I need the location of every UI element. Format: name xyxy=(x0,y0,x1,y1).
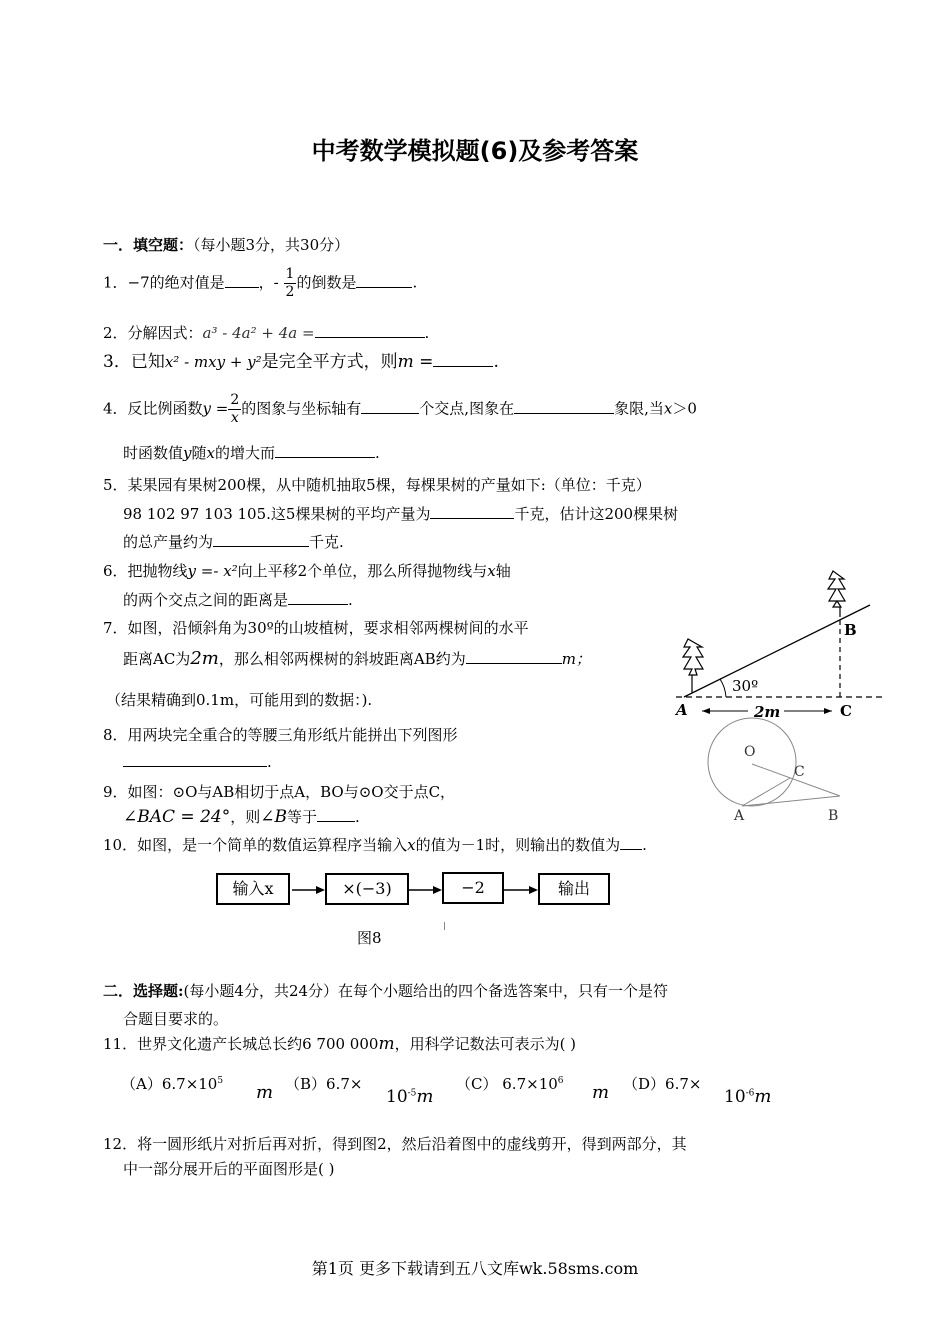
answer-blank[interactable] xyxy=(514,399,614,414)
label-distance: 2m xyxy=(754,703,781,721)
question-8: 8．用两块完全重合的等腰三角形纸片能拼出下列图形 xyxy=(103,726,458,744)
answer-blank[interactable] xyxy=(433,352,493,367)
question-9: 9．如图：⊙O与AB相切于点A，BO与⊙O交于点C， xyxy=(103,783,456,801)
q3-text-b: 是完全平方式，则 xyxy=(261,352,398,372)
answer-blank[interactable] xyxy=(430,504,514,519)
label-A: A xyxy=(734,808,745,824)
question-5-line3: 的总产量约为 千克. xyxy=(123,533,344,551)
question-6: 6．把抛物线y =- x²向上平移2个单位，那么所得抛物线与x轴 xyxy=(103,562,511,580)
section2-title: 二．选择题: xyxy=(103,982,184,1000)
section1-heading xyxy=(103,234,349,255)
slope-line xyxy=(684,605,870,697)
answer-blank[interactable] xyxy=(466,649,562,664)
label-C: C xyxy=(840,702,852,720)
option-b[interactable]: （B）6.7× xyxy=(285,1075,363,1093)
angle-bac: ∠BAC = 24° xyxy=(123,807,231,827)
option-d-power: $10^{-6}m$ xyxy=(724,1086,772,1107)
question-6-line2: 的两个交点之间的距离是 . xyxy=(123,591,353,609)
question-11: 11．世界文化遗产长城总长约6 700 000m，用科学记数法可表示为( ) xyxy=(103,1034,577,1054)
answer-blank[interactable] xyxy=(356,273,412,288)
flow-input-box: 输入x xyxy=(216,873,290,905)
label-C: C xyxy=(794,764,805,780)
answer-blank[interactable] xyxy=(288,590,348,605)
circle-o xyxy=(708,718,796,806)
q1-text-b: ，- xyxy=(258,273,279,292)
answer-blank[interactable] xyxy=(275,443,375,458)
label-O: O xyxy=(744,744,756,760)
tree-icon xyxy=(828,571,845,617)
question-1: 1．−7的绝对值是 ，- $\frac{1}{2}$ 的倒数是 . xyxy=(103,266,418,300)
option-c-unit: m xyxy=(592,1082,610,1103)
q3-expression: x² - mxy + y² xyxy=(164,353,262,371)
circle-figure xyxy=(694,712,854,832)
label-angle: 30º xyxy=(732,677,759,695)
section2-note: (每小题4分，共24分）在每个小题给出的四个备选答案中，只有一个是符 xyxy=(183,982,669,1000)
flow-output-box: 输出 xyxy=(538,873,610,905)
question-12: 12．将一圆形纸片对折后再对折，得到图2，然后沿着图中的虚线剪开，得到两部分，其 xyxy=(103,1135,687,1153)
slope-figure xyxy=(668,565,888,725)
tree-icon xyxy=(683,639,703,693)
section1-title: 一．填空题： xyxy=(103,236,194,254)
question-12-line2: 中一部分展开后的平面图形是( ) xyxy=(123,1160,335,1178)
q2-text: 2．分解因式： xyxy=(103,324,203,342)
answer-blank[interactable] xyxy=(620,835,642,850)
question-4: 4．反比例函数y = $\frac{2}{x}$ 的图象与坐标轴有 个交点,图象在 象限,当x＞0 xyxy=(103,392,697,426)
label-B: B xyxy=(844,621,857,639)
option-b-power: $10^{-5}m$ xyxy=(386,1086,434,1107)
q1-text-c: 的倒数是 xyxy=(296,273,357,292)
section2-heading xyxy=(103,980,668,1001)
option-a-unit: m xyxy=(256,1082,274,1103)
answer-blank[interactable] xyxy=(315,323,425,338)
section2-note-line2: 合题目要求的。 xyxy=(123,1010,229,1028)
label-B: B xyxy=(828,808,839,824)
question-10: 10．如图，是一个简单的数值运算程序当输入x的值为－1时，则输出的数值为 . xyxy=(103,836,647,854)
option-c[interactable]: （C） $6.7\times 10^6$ xyxy=(456,1075,564,1093)
question-8-line2: . xyxy=(123,752,272,771)
section1-note: （每小题3分，共30分） xyxy=(193,236,350,254)
flow-arrows xyxy=(290,880,540,900)
question-5: 5．某果园有果树200棵，从中随机抽取5棵，每棵果树的产量如下:（单位：千克） xyxy=(103,476,651,494)
option-a[interactable]: $(A)6.7\times 10^5$ xyxy=(121,1075,224,1093)
answer-blank[interactable] xyxy=(361,399,419,414)
q2-expression: a³ - 4a² + 4a = xyxy=(202,324,315,342)
q4-text: 4．反比例函数 xyxy=(103,399,203,418)
divider-tick xyxy=(444,922,445,930)
question-2: 2．分解因式：a³ - 4a² + 4a = . xyxy=(103,324,430,342)
page-title: 中考数学模拟题(6)及参考答案 xyxy=(311,137,639,165)
question-7-line3: （结果精确到0.1m，可能用到的数据：). xyxy=(106,691,373,709)
option-d[interactable]: （D）6.7× xyxy=(623,1075,702,1093)
question-7: 7．如图，沿倾斜角为30º的山坡植树，要求相邻两棵树间的水平 xyxy=(103,619,529,637)
flow-multiply-box: ×(−3) xyxy=(325,873,409,905)
answer-blank[interactable] xyxy=(225,273,259,288)
question-3: 3．已知x² - mxy + y²是完全平方式，则m = . xyxy=(103,352,499,372)
label-A: A xyxy=(676,701,688,719)
answer-blank[interactable] xyxy=(317,807,355,822)
answer-blank[interactable] xyxy=(123,752,267,767)
fraction-2-over-x: $\frac{2}{x}$ xyxy=(230,392,240,426)
q1-text: 1．−7的绝对值是 xyxy=(103,273,225,292)
angle-arc xyxy=(720,679,726,697)
question-9-line2: ∠BAC = 24°，则∠B等于 . xyxy=(123,807,360,827)
question-4-line2: 时函数值y随x的增大而 . xyxy=(123,444,380,462)
question-7-line2: 距离AC为2m，那么相邻两棵树的斜坡距离AB约为 m； xyxy=(123,648,591,669)
page-footer: 第1页 更多下载请到五八文库wk.58sms.com xyxy=(311,1259,639,1278)
question-5-line2: 98 102 97 103 105.这5棵果树的平均产量为 千克，估计这200棵果树 xyxy=(123,505,679,523)
answer-blank[interactable] xyxy=(213,532,309,547)
flow-subtract-box: −2 xyxy=(442,872,504,904)
fraction-half: $\frac{1}{2}$ xyxy=(285,266,295,300)
q6-expression: y =- x² xyxy=(187,562,238,580)
q3-text: 3．已知 xyxy=(103,352,165,372)
figure-caption: 图8 xyxy=(357,929,382,947)
